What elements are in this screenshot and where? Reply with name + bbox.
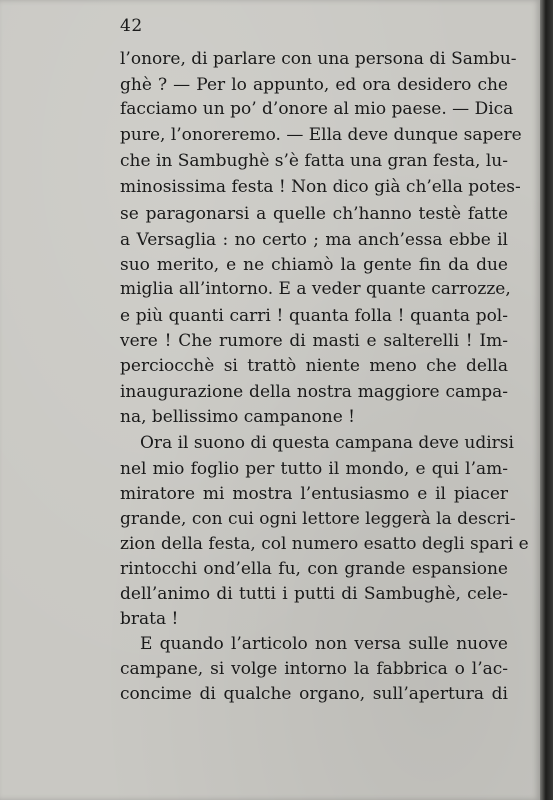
text-line: minosissima festa ! Non dico già ch’ella potes- [120, 177, 521, 197]
page-number: 42 [120, 16, 143, 36]
text-line: miratore mi mostra l’entusiasmo e il piacer [120, 484, 508, 504]
book-spine [540, 0, 553, 800]
text-line: na, bellissimo campanone ! [120, 407, 356, 427]
text-line: nel mio foglio per tutto il mondo, e qui l’am- [120, 459, 508, 479]
text-line: E quando l’articolo non versa sulle nuove [140, 634, 508, 654]
text-line: che in Sambughè s’è fatta una gran festa, lu- [120, 151, 508, 171]
text-line: suo merito, e ne chiamò la gente fin da due [120, 255, 508, 275]
text-line: a Versaglia : no certo ; ma anch’essa ebbe il [120, 230, 508, 250]
text-line: grande, con cui ogni lettore leggerà la descri- [120, 509, 516, 529]
text-line: campane, si volge intorno la fabbrica o l’ac- [120, 659, 508, 679]
text-line: Ora il suono di questa campana deve udirsi [140, 433, 514, 453]
text-line: brata ! [120, 609, 179, 629]
text-line: rintocchi ond’ella fu, con grande espansione [120, 559, 508, 579]
text-line: facciamo un po’ d’onore al mio paese. — Dica [120, 99, 514, 119]
text-line: pure, l’onoreremo. — Ella deve dunque sapere [120, 125, 522, 145]
text-line: vere ! Che rumore di masti e salterelli ! Im- [120, 331, 508, 351]
text-line: perciocchè si trattò niente meno che della [120, 356, 508, 376]
text-line: se paragonarsi a quelle ch’hanno testè fatte [120, 204, 508, 224]
text-line: concime di qualche organo, sull’apertura di [120, 684, 508, 704]
text-line: e più quanti carri ! quanta folla ! quanta pol- [120, 306, 508, 326]
text-line: inaugurazione della nostra maggiore campa- [120, 382, 508, 402]
text-line: l’onore, di parlare con una persona di Sambu- [120, 49, 517, 69]
text-line: miglia all’intorno. E a veder quante carrozze, [120, 279, 511, 299]
text-line: ghè ? — Per lo appunto, ed ora desidero che [120, 75, 508, 95]
text-line: zion della festa, col numero esatto degli spari e [120, 534, 529, 554]
text-line: dell’animo di tutti i putti di Sambughè, cele- [120, 584, 508, 604]
